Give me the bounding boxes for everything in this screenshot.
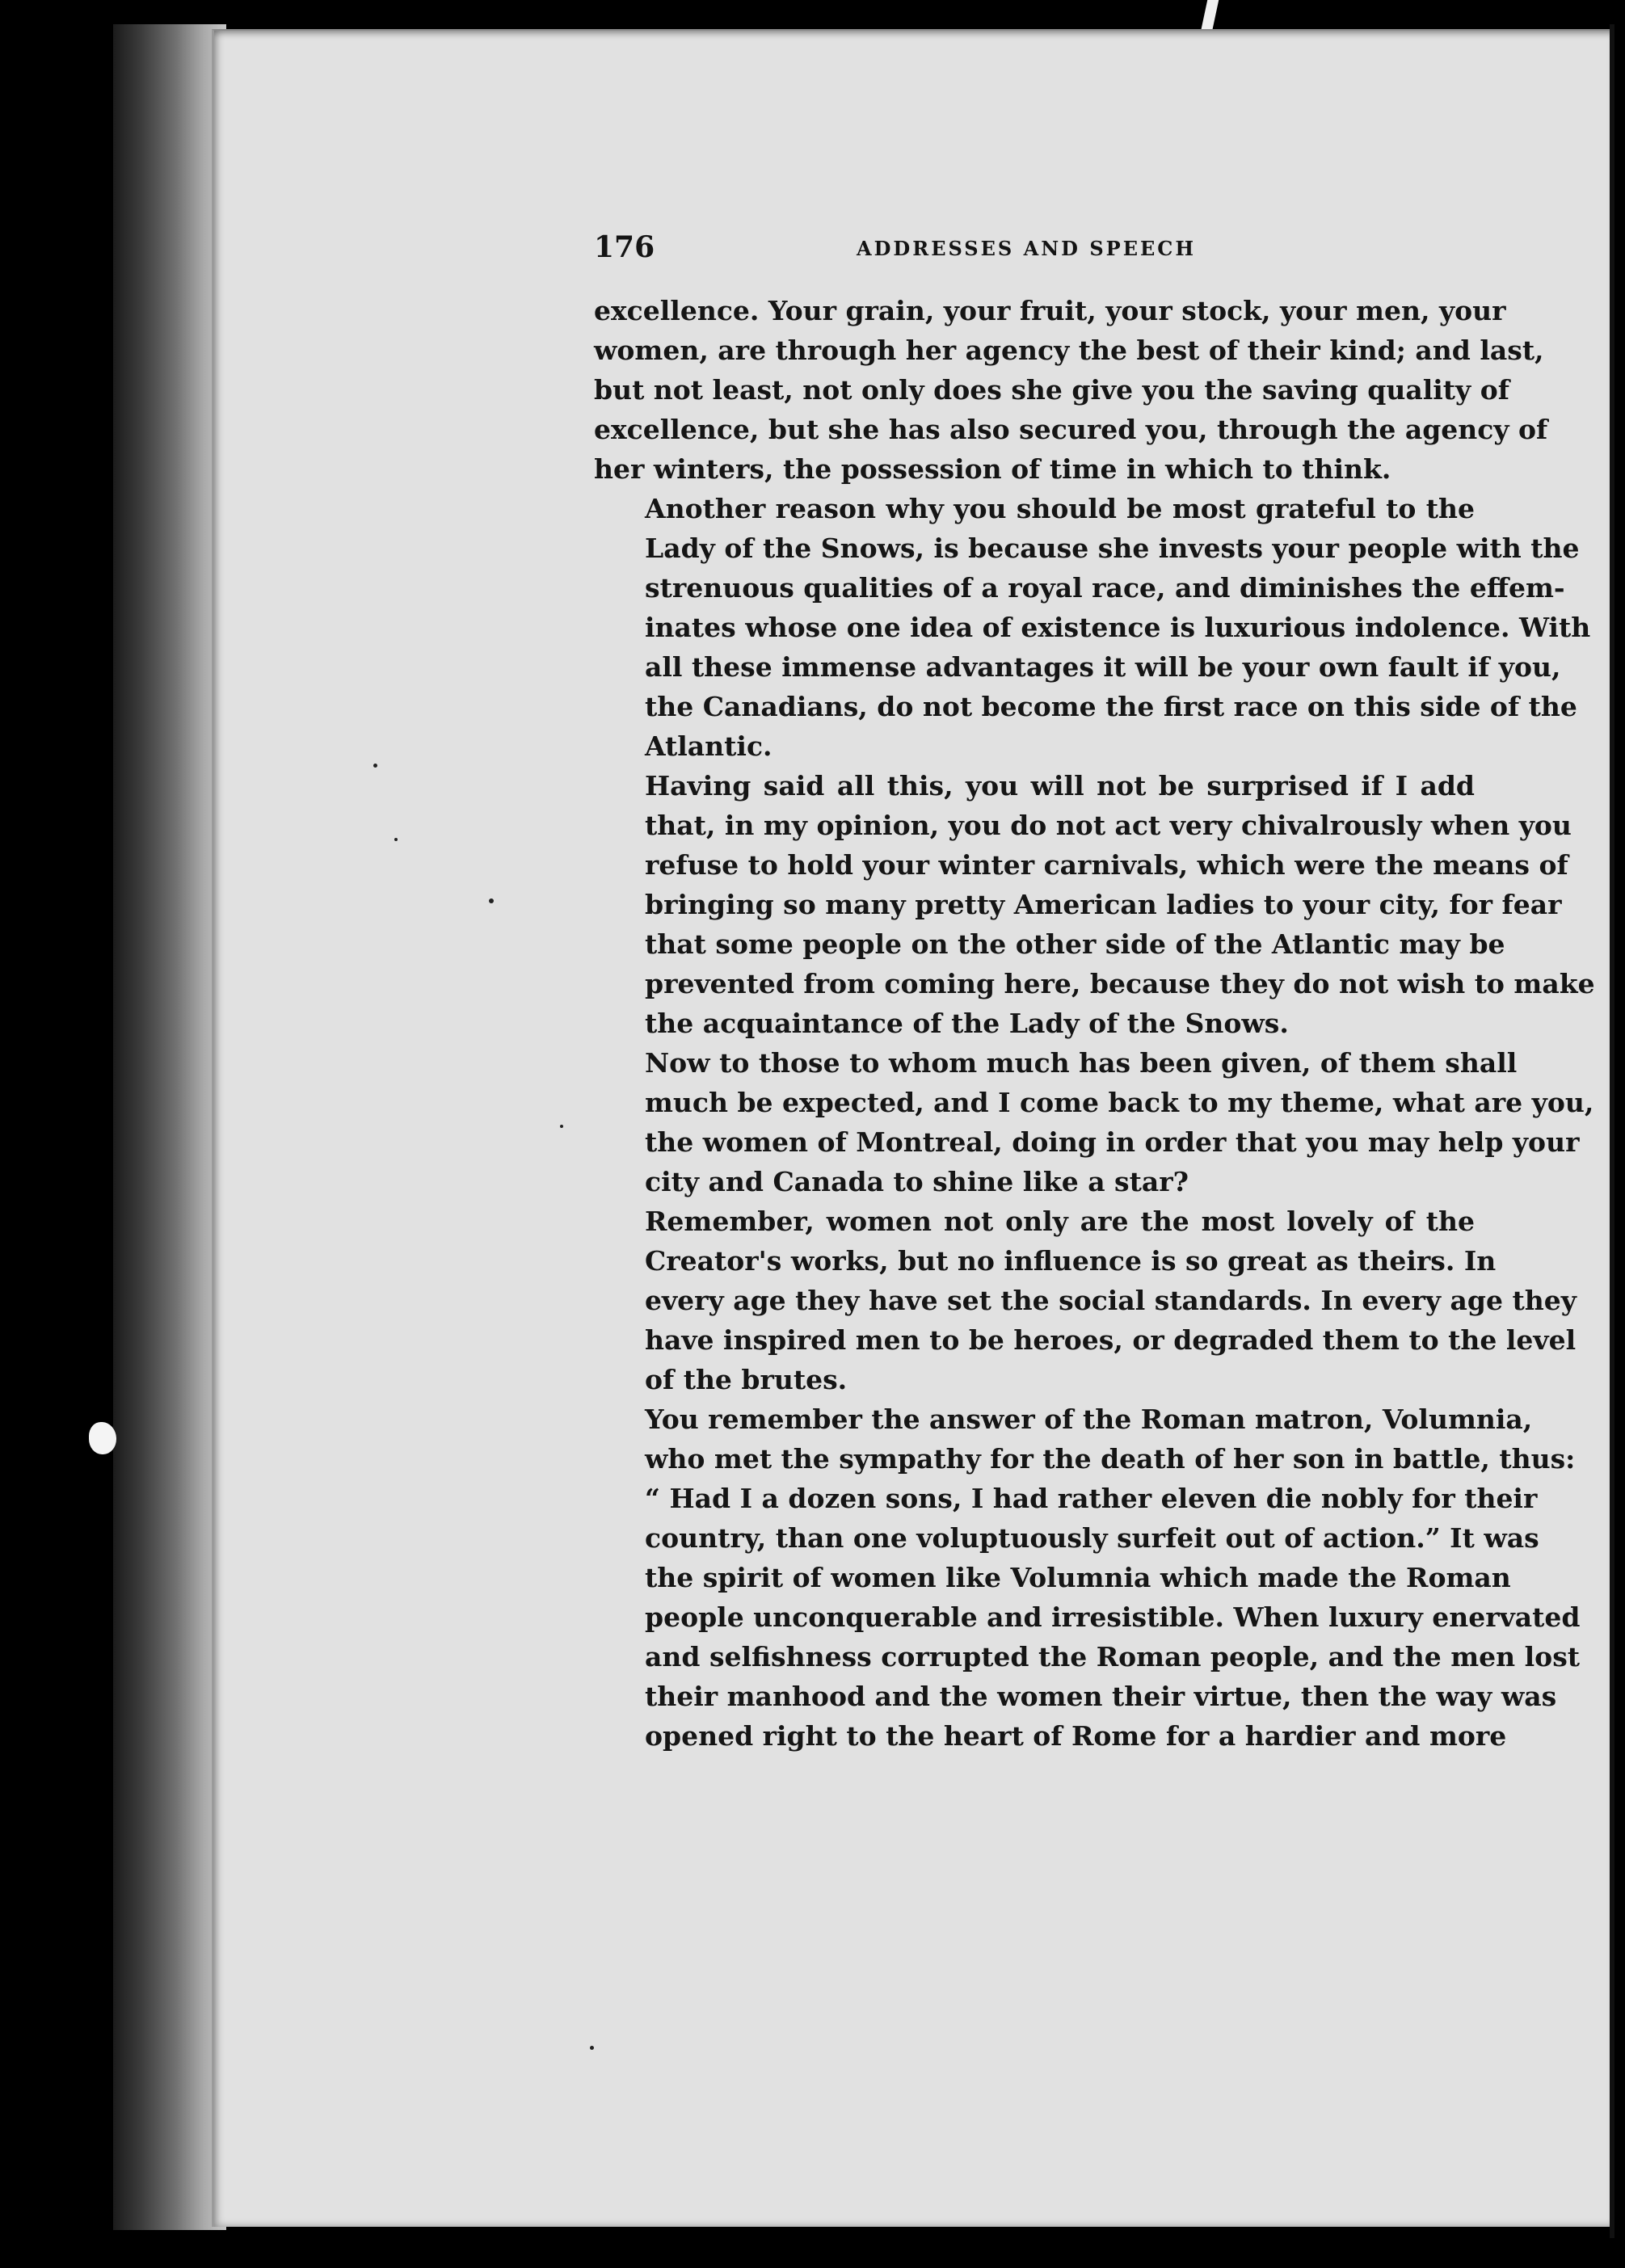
book-gutter-shadow: [113, 24, 226, 2230]
paragraph: [594, 766, 1595, 1043]
text-line: excellence. Your grain, your fruit, your stock, your men, your: [594, 295, 1506, 326]
text-line: women, are through her agency the best of their kind; and last,: [594, 335, 1544, 366]
text-line: have inspired men to be heroes, or degraded them to the level: [645, 1324, 1577, 1356]
text-line: that some people on the other side of the Atlantic may be: [645, 928, 1505, 960]
text-line: who met the sympathy for the death of her son in battle, thus:: [645, 1443, 1576, 1475]
scan-speck: [394, 838, 398, 841]
text-line: strenuous qualities of a royal race, and diminishes the effem-: [645, 572, 1565, 604]
text-line: Now to those to whom much has been given, of them shall: [645, 1047, 1518, 1079]
text-line: her winters, the possession of time in which to think.: [594, 453, 1391, 485]
text-line: that, in my opinion, you do not act very chivalrously when you: [645, 810, 1572, 841]
page-number: 176: [594, 230, 655, 264]
page-header: [594, 230, 1475, 271]
text-line: but not least, not only does she give you the saving quality of: [594, 374, 1509, 406]
text-line: inates whose one idea of existence is luxurious indolence. With: [645, 612, 1591, 643]
text-line: Remember, women not only are the most lovely of the: [645, 1206, 1475, 1237]
text-line: people unconquerable and irresistible. When luxury enervated: [645, 1601, 1581, 1633]
text-line: opened right to the heart of Rome for a hardier and more: [645, 1720, 1507, 1752]
text-line: Another reason why you should be most grateful to the: [645, 493, 1475, 524]
text-line: and selfishness corrupted the Roman people, and the men lost: [645, 1641, 1581, 1673]
text-line: the acquaintance of the Lady of the Snows.: [645, 1008, 1289, 1039]
body-text: [594, 291, 1595, 1756]
text-line: bringing so many pretty American ladies to your city, for fear: [645, 889, 1562, 920]
text-line: their manhood and the women their virtue, then the way was: [645, 1681, 1557, 1712]
text-line: every age they have set the social standards. In every age they: [645, 1285, 1577, 1316]
text-line: Lady of the Snows, is because she invests your people with the: [645, 532, 1580, 564]
text-line: Atlantic.: [645, 730, 773, 762]
text-line: “ Had I a dozen sons, I had rather eleven die nobly for their: [645, 1483, 1538, 1514]
page-right-edge: [1610, 24, 1614, 2238]
running-head: ADDRESSES AND SPEECH: [857, 237, 1197, 260]
text-line: country, than one voluptuously surfeit out of action.” It was: [645, 1522, 1539, 1554]
text-line: the spirit of women like Volumnia which made the Roman: [645, 1562, 1511, 1593]
paragraph: [594, 489, 1591, 766]
text-line: refuse to hold your winter carnivals, which were the means of: [645, 849, 1568, 881]
scan-speck: [590, 2046, 594, 2050]
scan-artifact-blot: [89, 1422, 116, 1454]
text-line: the women of Montreal, doing in order that you may help your: [645, 1126, 1580, 1158]
paragraph: [594, 1043, 1594, 1201]
text-line: city and Canada to shine like a star?: [645, 1166, 1189, 1197]
text-line: all these immense advantages it will be your own fault if you,: [645, 651, 1561, 683]
text-line: excellence, but she has also secured you, through the agency of: [594, 414, 1548, 445]
text-line: prevented from coming here, because they do not wish to make: [645, 968, 1595, 999]
text-line: Creator's works, but no influence is so great as theirs. In: [645, 1245, 1497, 1277]
scan-speck: [560, 1125, 563, 1128]
text-line: You remember the answer of the Roman matron, Volumnia,: [645, 1403, 1533, 1435]
paragraph: [594, 1399, 1581, 1756]
text-line: the Canadians, do not become the first race on this side of the: [645, 691, 1577, 722]
text-line: of the brutes.: [645, 1364, 848, 1395]
text-line: much be expected, and I come back to my theme, what are you,: [645, 1087, 1594, 1118]
scan-speck: [489, 898, 494, 903]
paragraph: [594, 291, 1548, 489]
paragraph: [594, 1201, 1577, 1399]
scan-artifact-mark: [1201, 0, 1219, 32]
scan-speck: [373, 764, 377, 768]
text-line: Having said all this, you will not be surprised if I add: [645, 770, 1475, 802]
